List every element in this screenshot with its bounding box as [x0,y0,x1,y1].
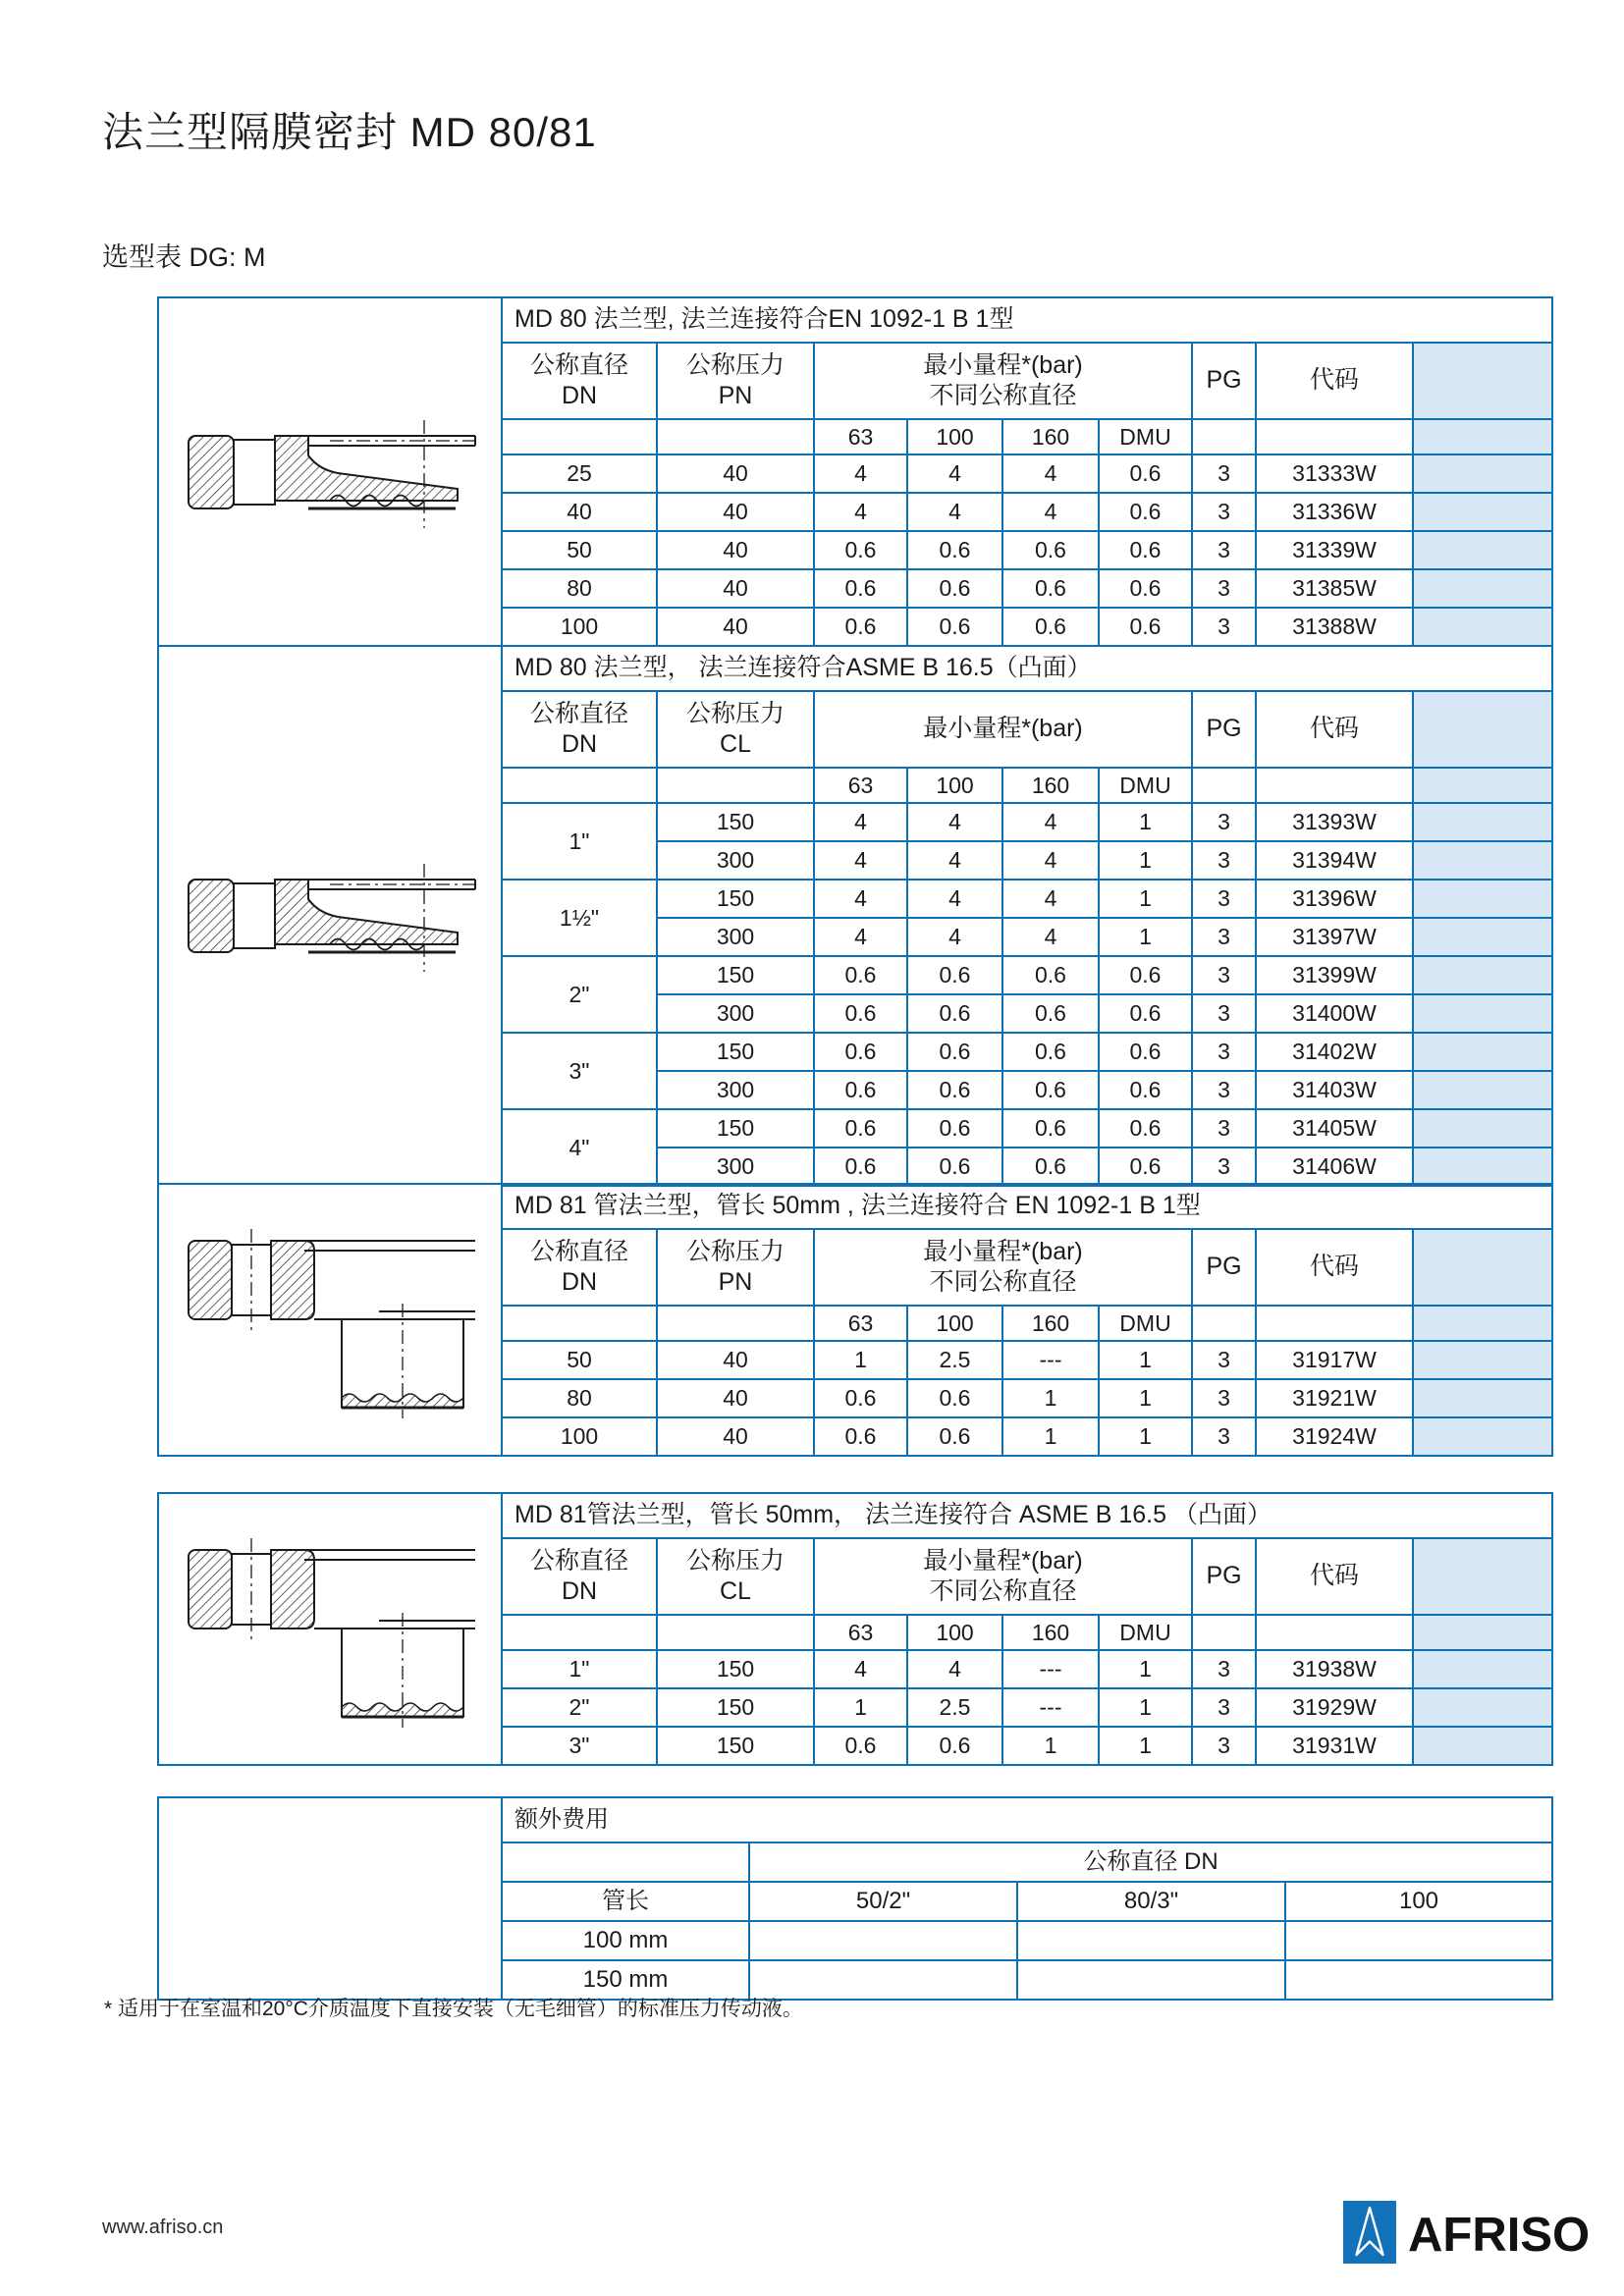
cell-range-value: --- [1002,1688,1099,1727]
cell-range-value: 4 [907,880,1002,918]
empty-cell [657,1306,814,1341]
cell-pg: 3 [1192,531,1256,569]
cell-pg: 3 [1192,1071,1256,1109]
empty-cell [1192,1615,1256,1650]
empty-cell [502,768,657,803]
cell-range-value: 0.6 [907,956,1002,994]
empty-cell [502,1306,657,1341]
cell-pg: 3 [1192,1033,1256,1071]
afriso-logo-icon [1343,2201,1396,2269]
empty-cell [1192,1306,1256,1341]
cell-nominal-diameter: 50 [502,531,657,569]
cell-range-value: 0.6 [907,994,1002,1033]
cell-range-value: 4 [814,841,907,880]
cell-nominal-diameter: 50 [502,1341,657,1379]
cell-range-value: 0.6 [814,1109,907,1148]
cell-nominal-diameter: 1" [502,803,657,880]
cell-range-value: 0.6 [907,1071,1002,1109]
cell-nominal-pressure: 40 [657,569,814,608]
cell-range-value: 1 [1002,1727,1099,1765]
md80-cross-section-drawing [158,646,502,1186]
sub-header-range: 100 [907,419,1002,454]
cell-nominal-pressure: 150 [657,956,814,994]
cell-range-value: 4 [1002,454,1099,493]
cell-range-value: 1 [1099,1341,1192,1379]
empty-price-cell [1017,1960,1285,2000]
cell-range-value: --- [1002,1341,1099,1379]
col-header-code: 代码 [1256,343,1413,419]
col-header-nominal-pressure: 公称压力 CL [657,691,814,768]
cell-range-value: 0.6 [1099,956,1192,994]
cell-range-value: 0.6 [1099,493,1192,531]
cell-pg: 3 [1192,1148,1256,1186]
cell-range-value: 1 [1099,918,1192,956]
cell-nominal-pressure: 300 [657,1071,814,1109]
cell-range-value: 0.6 [814,994,907,1033]
cell-nominal-pressure: 150 [657,1688,814,1727]
cell-code: 31388W [1256,608,1413,646]
cell-range-value: 4 [907,493,1002,531]
sub-header-range: 63 [814,768,907,803]
table-title: MD 80 法兰型, 法兰连接符合EN 1092-1 B 1型 [502,297,1552,343]
col-header-pg: PG [1192,1229,1256,1306]
cell-pg: 3 [1192,994,1256,1033]
empty-cell [657,1615,814,1650]
cell-range-value: 4 [907,918,1002,956]
highlight-cell [1413,803,1552,841]
cell-range-value: 1 [1099,841,1192,880]
cell-nominal-diameter: 80 [502,569,657,608]
cell-nominal-diameter: 2" [502,956,657,1033]
cell-pg: 3 [1192,918,1256,956]
cell-pg: 3 [1192,608,1256,646]
cell-pg: 3 [1192,1650,1256,1688]
cell-range-value: --- [1002,1650,1099,1688]
cell-code: 31921W [1256,1379,1413,1417]
highlight-cell [1413,918,1552,956]
cell-range-value: 1 [1099,803,1192,841]
cell-pg: 3 [1192,1417,1256,1456]
cell-nominal-pressure: 40 [657,454,814,493]
cell-nominal-pressure: 150 [657,1727,814,1765]
sub-header-range: 160 [1002,419,1099,454]
cell-nominal-pressure: 40 [657,1417,814,1456]
highlight-cell [1413,1650,1552,1688]
cell-code: 31394W [1256,841,1413,880]
website-url: www.afriso.cn [102,2216,224,2238]
empty-price-cell [1285,1960,1552,2000]
cell-nominal-diameter: 1½" [502,880,657,956]
sub-header-range: DMU [1099,768,1192,803]
cell-range-value: 0.6 [814,1148,907,1186]
cell-range-value: 0.6 [1002,1071,1099,1109]
cell-nominal-pressure: 300 [657,1148,814,1186]
cell-range-value: 0.6 [814,1727,907,1765]
cell-nominal-pressure: 40 [657,1341,814,1379]
cell-range-value: 1 [1002,1379,1099,1417]
empty-cell [502,419,657,454]
highlight-cell [1413,956,1552,994]
highlight-cell [1413,419,1552,454]
sub-header-range: 63 [814,1615,907,1650]
highlight-cell [1413,994,1552,1033]
sub-header-range: 100 [907,768,1002,803]
cell-range-value: 4 [907,1650,1002,1688]
highlight-cell [1413,1306,1552,1341]
col-header-dn-size: 50/2" [749,1882,1017,1921]
sub-header-range: 100 [907,1306,1002,1341]
table-title: MD 81管法兰型，管长 50mm， 法兰连接符合 ASME B 16.5 （凸面） [502,1493,1552,1538]
cell-nominal-diameter: 40 [502,493,657,531]
empty-cell [502,1615,657,1650]
cell-range-value: 0.6 [1099,608,1192,646]
cell-nominal-pressure: 40 [657,493,814,531]
cell-code: 31938W [1256,1650,1413,1688]
cell-range-value: 2.5 [907,1341,1002,1379]
cell-range-value: 0.6 [1002,608,1099,646]
cell-range-value: 4 [1002,918,1099,956]
cell-code: 31396W [1256,880,1413,918]
col-header-nominal-diameter: 公称直径 DN [502,1229,657,1306]
cell-range-value: 4 [1002,880,1099,918]
cell-range-value: 0.6 [907,1379,1002,1417]
empty-cell [502,1842,749,1882]
highlight-cell [1413,768,1552,803]
cell-nominal-diameter: 25 [502,454,657,493]
col-header-dn-size: 80/3" [1017,1882,1285,1921]
highlight-cell [1413,1341,1552,1379]
cell-nominal-diameter: 1" [502,1650,657,1688]
cell-range-value: 0.6 [907,1417,1002,1456]
highlight-cell [1413,691,1552,768]
col-header-pg: PG [1192,691,1256,768]
sub-header-range: 63 [814,1306,907,1341]
cell-code: 31385W [1256,569,1413,608]
cell-nominal-pressure: 150 [657,1109,814,1148]
empty-cell [1192,768,1256,803]
md81-cross-section-drawing [158,1493,502,1765]
col-header-nominal-diameter: 公称直径 DN [502,691,657,768]
sub-header-range: 160 [1002,768,1099,803]
cell-code: 31924W [1256,1417,1413,1456]
sub-header-range: 160 [1002,1306,1099,1341]
cell-nominal-pressure: 150 [657,880,814,918]
highlight-cell [1413,1688,1552,1727]
cell-pg: 3 [1192,880,1256,918]
cell-range-value: 4 [814,1650,907,1688]
sub-header-range: 160 [1002,1615,1099,1650]
col-header-min-range: 最小量程*(bar) [814,691,1192,768]
cell-pg: 3 [1192,1379,1256,1417]
highlight-cell [1413,493,1552,531]
cell-code: 31406W [1256,1148,1413,1186]
cell-nominal-diameter: 80 [502,1379,657,1417]
empty-margin-cell [158,1797,502,2000]
sub-header-range: 100 [907,1615,1002,1650]
empty-cell [657,419,814,454]
highlight-cell [1413,343,1552,419]
cell-range-value: 0.6 [1002,1109,1099,1148]
cell-code: 31917W [1256,1341,1413,1379]
highlight-cell [1413,1727,1552,1765]
highlight-cell [1413,1417,1552,1456]
md81-en-table-block [157,1183,1553,1457]
cell-code: 31929W [1256,1688,1413,1727]
extra-cost-table [157,1796,1553,2001]
cell-nominal-diameter: 3" [502,1727,657,1765]
cell-range-value: 0.6 [907,569,1002,608]
highlight-cell [1413,1033,1552,1071]
cell-pg: 3 [1192,493,1256,531]
cell-code: 31405W [1256,1109,1413,1148]
cell-nominal-pressure: 40 [657,531,814,569]
cell-code: 31399W [1256,956,1413,994]
cell-range-value: 0.6 [1099,994,1192,1033]
cell-code: 31333W [1256,454,1413,493]
cell-range-value: 0.6 [814,1379,907,1417]
cell-range-value: 0.6 [1099,1148,1192,1186]
col-header-nominal-pressure: 公称压力 CL [657,1538,814,1615]
cell-range-value: 0.6 [1099,531,1192,569]
md80-table [157,296,1553,1187]
cell-nominal-pressure: 300 [657,841,814,880]
cell-range-value: 0.6 [1099,569,1192,608]
cell-range-value: 0.6 [1002,956,1099,994]
cell-range-value: 1 [1002,1417,1099,1456]
cell-pg: 3 [1192,1688,1256,1727]
cell-range-value: 1 [1099,1417,1192,1456]
cell-range-value: 0.6 [814,956,907,994]
cell-range-value: 1 [1099,1650,1192,1688]
empty-cell [657,768,814,803]
highlight-cell [1413,569,1552,608]
cell-range-value: 0.6 [814,531,907,569]
cell-range-value: 0.6 [814,1071,907,1109]
cell-range-value: 0.6 [814,1033,907,1071]
col-header-nominal-diameter: 公称直径 DN [502,1538,657,1615]
highlight-cell [1413,454,1552,493]
col-header-dn-size: 100 [1285,1882,1552,1921]
highlight-cell [1413,1109,1552,1148]
empty-price-cell [749,1921,1017,1960]
md80-selection-tables-block [157,296,1553,1187]
empty-cell [1256,419,1413,454]
empty-cell [1256,1306,1413,1341]
cell-pg: 3 [1192,956,1256,994]
cell-range-value: 4 [907,841,1002,880]
cell-range-value: 0.6 [907,1148,1002,1186]
cell-range-value: 1 [814,1688,907,1727]
empty-cell [1256,1615,1413,1650]
cell-pg: 3 [1192,1727,1256,1765]
cell-pg: 3 [1192,1109,1256,1148]
cell-range-value: 0.6 [814,608,907,646]
highlight-cell [1413,608,1552,646]
col-header-pg: PG [1192,1538,1256,1615]
footnote: * 适用于在室温和20°C介质温度下直接安装（无毛细管）的标准压力传动液。 [104,1998,803,2020]
cell-range-value: 0.6 [1002,1148,1099,1186]
cell-range-value: 4 [814,493,907,531]
cell-code: 31931W [1256,1727,1413,1765]
cell-range-value: 0.6 [1099,454,1192,493]
cell-nominal-diameter: 100 [502,1417,657,1456]
cell-nominal-diameter: 100 [502,608,657,646]
cell-range-value: 0.6 [1099,1071,1192,1109]
cell-nominal-diameter: 2" [502,1688,657,1727]
col-header-nominal-diameter: 公称直径 DN [502,343,657,419]
col-header-pg: PG [1192,343,1256,419]
cell-range-value: 2.5 [907,1688,1002,1727]
md81-asme-table [157,1492,1553,1766]
cell-pg: 3 [1192,454,1256,493]
cell-range-value: 0.6 [1002,994,1099,1033]
col-header-min-range: 最小量程*(bar) 不同公称直径 [814,343,1192,419]
col-header-code: 代码 [1256,691,1413,768]
cell-nominal-pressure: 40 [657,608,814,646]
cell-range-value: 4 [907,803,1002,841]
cell-range-value: 0.6 [814,1417,907,1456]
highlight-cell [1413,1538,1552,1615]
col-header-min-range: 最小量程*(bar) 不同公称直径 [814,1229,1192,1306]
md81-asme-table-block [157,1492,1553,1766]
col-header-nominal-pressure: 公称压力 PN [657,1229,814,1306]
cell-range-value: 0.6 [907,608,1002,646]
cell-range-value: 1 [1099,1379,1192,1417]
page-title: 法兰型隔膜密封 MD 80/81 [102,109,597,156]
cell-range-value: 4 [814,803,907,841]
cell-range-value: 0.6 [814,569,907,608]
cell-pg: 3 [1192,803,1256,841]
cell-pipe-length: 150 mm [502,1960,749,2000]
cell-range-value: 0.6 [907,1109,1002,1148]
md81-cross-section-drawing [158,1184,502,1456]
sub-header-range: 63 [814,419,907,454]
cell-range-value: 4 [1002,841,1099,880]
cell-range-value: 1 [1099,1688,1192,1727]
cell-pipe-length: 100 mm [502,1921,749,1960]
highlight-cell [1413,1379,1552,1417]
cell-code: 31400W [1256,994,1413,1033]
cell-nominal-pressure: 300 [657,918,814,956]
empty-price-cell [1017,1921,1285,1960]
cell-code: 31393W [1256,803,1413,841]
brand-name: AFRISO [1408,2208,1591,2262]
col-header-pipe-length: 管长 [502,1882,749,1921]
cell-range-value: 4 [814,454,907,493]
table-title: 额外费用 [502,1797,1552,1842]
cell-range-value: 4 [907,454,1002,493]
table-title: MD 81 管法兰型，管长 50mm , 法兰连接符合 EN 1092-1 B 1型 [502,1184,1552,1229]
highlight-cell [1413,531,1552,569]
col-header-code: 代码 [1256,1538,1413,1615]
empty-price-cell [1285,1921,1552,1960]
cell-range-value: 4 [1002,493,1099,531]
highlight-cell [1413,841,1552,880]
sub-header-range: DMU [1099,1306,1192,1341]
sub-header-range: DMU [1099,419,1192,454]
empty-cell [1192,419,1256,454]
cell-code: 31397W [1256,918,1413,956]
cell-range-value: 4 [814,880,907,918]
col-header-code: 代码 [1256,1229,1413,1306]
cell-pg: 3 [1192,1341,1256,1379]
highlight-cell [1413,1071,1552,1109]
md80-cross-section-drawing [158,297,502,646]
highlight-cell [1413,1148,1552,1186]
page-subtitle: 选型表 DG: M [102,242,266,272]
cell-range-value: 0.6 [907,1033,1002,1071]
cell-range-value: 1 [1099,880,1192,918]
col-header-nominal-pressure: 公称压力 PN [657,343,814,419]
cell-pg: 3 [1192,569,1256,608]
cell-range-value: 4 [1002,803,1099,841]
cell-code: 31336W [1256,493,1413,531]
cell-range-value: 0.6 [1002,569,1099,608]
cell-range-value: 0.6 [1002,1033,1099,1071]
empty-cell [1256,768,1413,803]
cell-range-value: 1 [1099,1727,1192,1765]
extra-cost-table-block [157,1796,1553,2001]
cell-pg: 3 [1192,841,1256,880]
md81-en-table [157,1183,1553,1457]
cell-nominal-pressure: 40 [657,1379,814,1417]
cell-nominal-pressure: 150 [657,1650,814,1688]
cell-nominal-diameter: 4" [502,1109,657,1186]
cell-range-value: 0.6 [1002,531,1099,569]
sub-header-range: DMU [1099,1615,1192,1650]
cell-nominal-pressure: 300 [657,994,814,1033]
table-title: MD 80 法兰型， 法兰连接符合ASME B 16.5（凸面） [502,646,1552,691]
cell-range-value: 0.6 [907,1727,1002,1765]
cell-code: 31402W [1256,1033,1413,1071]
cell-range-value: 0.6 [1099,1033,1192,1071]
cell-code: 31339W [1256,531,1413,569]
col-header-min-range: 最小量程*(bar) 不同公称直径 [814,1538,1192,1615]
highlight-cell [1413,1229,1552,1306]
cell-nominal-pressure: 150 [657,1033,814,1071]
col-header-nominal-diameter: 公称直径 DN [749,1842,1552,1882]
cell-nominal-diameter: 3" [502,1033,657,1109]
cell-range-value: 1 [814,1341,907,1379]
cell-code: 31403W [1256,1071,1413,1109]
afriso-logo [1343,2201,1590,2269]
highlight-cell [1413,1615,1552,1650]
cell-range-value: 0.6 [1099,1109,1192,1148]
cell-range-value: 0.6 [907,531,1002,569]
cell-nominal-pressure: 150 [657,803,814,841]
highlight-cell [1413,880,1552,918]
cell-range-value: 4 [814,918,907,956]
